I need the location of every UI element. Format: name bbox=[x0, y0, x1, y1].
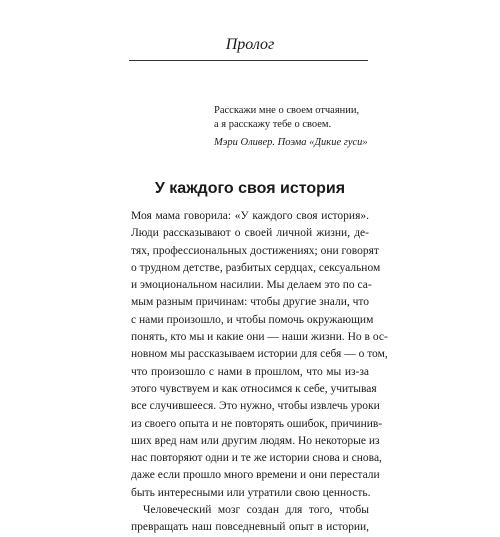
epigraph-line-1: Расскажи мне о своем отчаянии, bbox=[214, 105, 360, 116]
epigraph-citation: Мэри Оливер. Поэма «Дикие гуси» bbox=[214, 137, 368, 148]
epigraph-line-2: а я расскажу тебе о своем. bbox=[214, 119, 332, 130]
text-line: Человеческий мозг создан для того, чтобы bbox=[143, 504, 369, 517]
text-line: все случившееся. Это нужно, чтобы извлечь уроки bbox=[131, 400, 380, 413]
text-line: ших вред нам или другим людям. Но некоторые из bbox=[131, 434, 380, 447]
text-line: этого чувствуем и как относимся к себе, учитывая bbox=[131, 382, 377, 395]
text-line: понять, кто мы и какие они — наши жизни. Но в ос- bbox=[131, 331, 388, 344]
text-line: нас повторяют одни и те же истории снова и снова, bbox=[131, 452, 382, 465]
text-line: о трудном детстве, разбитых сердцах, сексуальном bbox=[131, 261, 381, 274]
text-line: даже если прошло много времени и они перестали bbox=[131, 469, 380, 482]
text-line: Моя мама говорила: «У каждого своя история». bbox=[131, 210, 369, 222]
text-line: превращать наш повседневный опыт в истории, bbox=[131, 521, 369, 534]
chapter-title-underline bbox=[129, 60, 368, 61]
text-line: что произошло с нами в прошлом, что мы из-за bbox=[131, 365, 369, 378]
text-line: тях, профессиональных достижениях; они говорят bbox=[131, 244, 379, 257]
chapter-title: Пролог bbox=[225, 36, 275, 53]
text-line: из своего опыта и не повторять ошибок, причинив- bbox=[131, 417, 383, 430]
text-line: Люди рассказывают о своей личной жизни, де- bbox=[131, 227, 369, 240]
text-line: с нами произошло, и чтобы помочь окружающим bbox=[131, 313, 374, 326]
text-line: быть интересными или утратили свою ценность. bbox=[131, 486, 371, 499]
text-line: новном мы рассказываем истории для себя — о том, bbox=[131, 348, 388, 361]
section-heading: У каждого своя история bbox=[154, 180, 346, 197]
text-line: мым разным причинам: чтобы другие знали, что bbox=[131, 296, 370, 309]
body-text bbox=[131, 208, 388, 537]
text-line: и эмоциональном насилии. Мы делаем это по са- bbox=[131, 279, 372, 292]
epigraph bbox=[214, 104, 368, 150]
